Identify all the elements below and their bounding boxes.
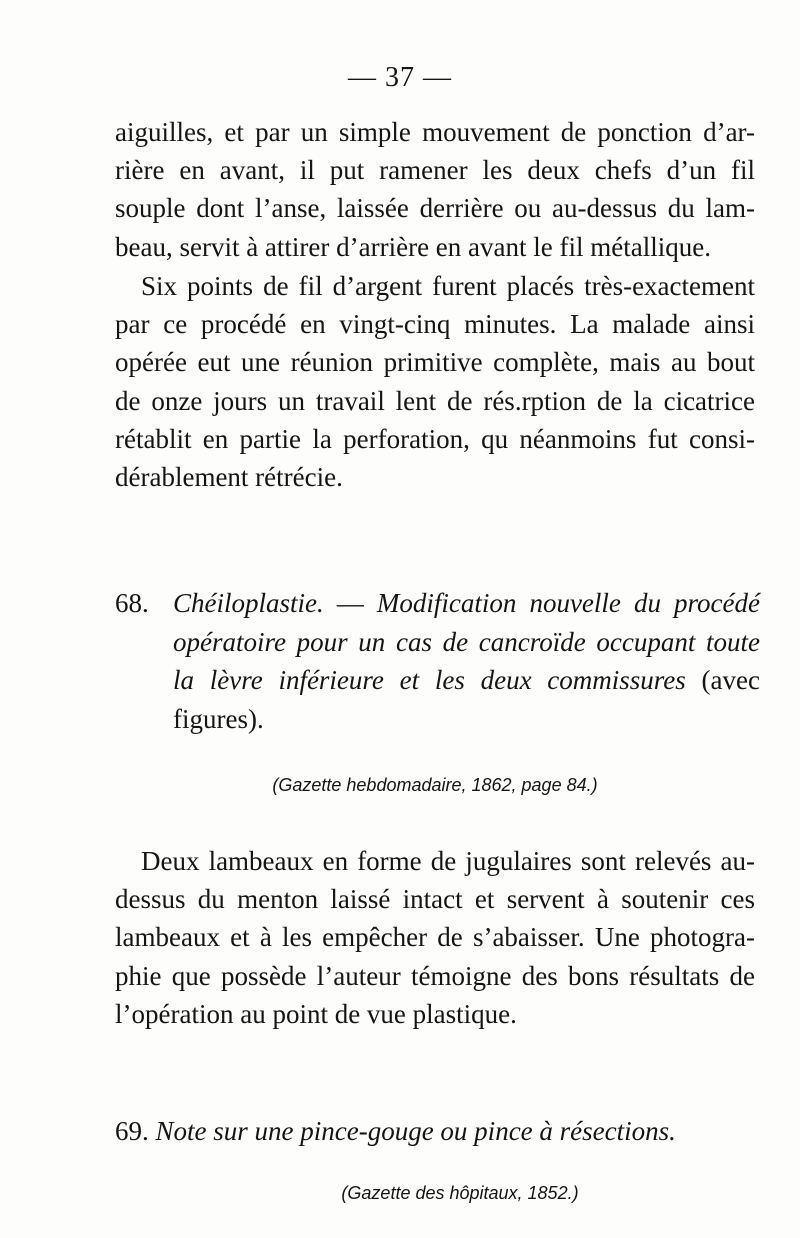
entry-number: 69. xyxy=(115,1116,149,1146)
text-line: phie que possède l’auteur témoigne des bons résultats de xyxy=(115,960,755,991)
text-line: dérablement rétrécie. xyxy=(115,462,343,493)
text-line: dessus du menton laissé intact et servent à soutenir ces xyxy=(115,884,755,915)
page-number: — 37 — xyxy=(348,62,452,93)
entry-subtitle-suffix: (avec xyxy=(685,665,760,695)
paragraph-continuation xyxy=(115,113,755,266)
entry-body xyxy=(173,584,760,738)
text-line: beau, servit à attirer d’arrière en avant le fil métallique. xyxy=(115,231,711,262)
entry-title: Note sur une pince-gouge ou pince à résections. xyxy=(155,1116,676,1146)
text-line: rière en avant, il put ramener les deux chefs d’un fil xyxy=(115,155,755,186)
source-citation-68: (Gazette hebdomadaire, 1862, page 84.) xyxy=(272,775,598,795)
entry-subtitle-line: figures). xyxy=(173,703,264,734)
text-line: aiguilles, et par un simple mouvement de ponction d’ar- xyxy=(115,117,755,147)
entry-dash: — xyxy=(323,588,377,618)
entry-number: 68. xyxy=(115,588,149,618)
text-line: opérée eut une réunion primitive complète, mais au bout xyxy=(115,347,755,378)
text-line: souple dont l’anse, laissée derrière ou au-dessus du lam- xyxy=(115,193,755,224)
bibliography-entry-68 xyxy=(115,584,760,738)
entry-body xyxy=(115,1112,760,1151)
source-citation-69: (Gazette des hôpitaux, 1852.) xyxy=(341,1183,579,1203)
text-line: l’opération au point de vue plastique. xyxy=(115,998,517,1029)
bibliography-entry-69 xyxy=(115,1112,760,1151)
entry-subtitle-line xyxy=(173,661,760,700)
text-line: Deux lambeaux en forme de jugulaires sont relevés au- xyxy=(141,846,755,876)
entry-title: Chéiloplastie. xyxy=(173,588,324,618)
entry-subtitle-line: opératoire pour un cas de cancroïde occupant toute xyxy=(173,626,760,657)
entry-subtitle-text: la lèvre inférieure et les deux commissures xyxy=(173,665,686,695)
entry-title-line xyxy=(173,584,760,623)
text-line: par ce procédé en vingt-cinq minutes. La malade ainsi xyxy=(115,309,755,340)
text-line: Six points de fil d’argent furent placés très-exactement xyxy=(141,271,755,301)
entry-subtitle: Modification nouvelle du procédé xyxy=(376,588,760,618)
paragraph-deux-lambeaux xyxy=(115,842,755,1033)
text-line: de onze jours un travail lent de rés.rption de la cicatrice xyxy=(115,385,755,416)
text-line: lambeaux et à les empêcher de s’abaisser. Une photogra- xyxy=(115,922,755,953)
text-line: rétablit en partie la perforation, qu néanmoins fut consi- xyxy=(115,423,755,454)
paragraph-six-points xyxy=(115,267,755,496)
